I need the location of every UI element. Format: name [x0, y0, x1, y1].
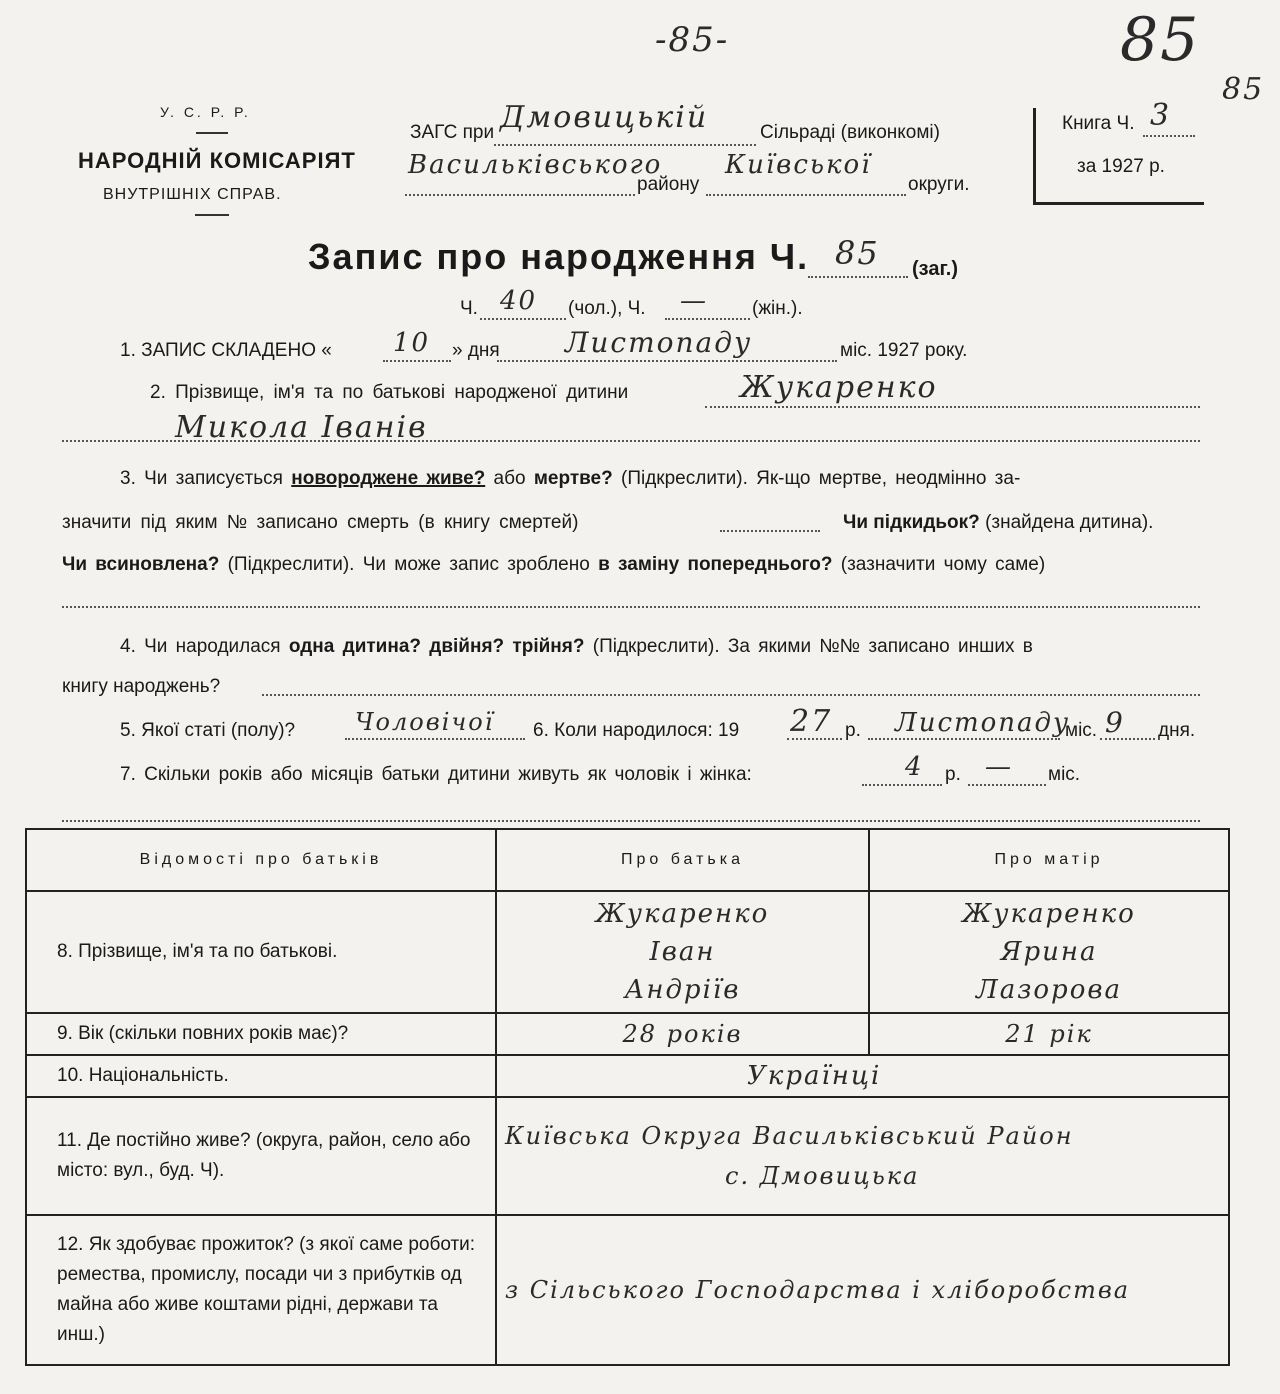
q3-foundling-wrap: [843, 512, 1153, 534]
district-value: Васильківського: [408, 150, 663, 180]
female-dotline: [665, 318, 750, 320]
row9-label: 9. Вік (скільки повних років має)?: [26, 1013, 496, 1055]
q2-text: 2. Прізвище, ім'я та по батькові народженої дитини: [150, 382, 629, 403]
q6-text: 6. Коли народилося: 19: [533, 720, 740, 741]
q3-line3-text: (Підкреслити). Чи може запис зроблено: [227, 554, 590, 575]
q2-names: Микола Іванів: [175, 410, 428, 445]
q6-month-suffix: міс.: [1065, 720, 1098, 741]
q6-year-suffix: р.: [845, 720, 861, 741]
q5-sex-dotline: [345, 738, 525, 740]
book-label: Книга Ч.: [1062, 113, 1135, 134]
q1-day-dotline: [383, 360, 451, 362]
q4-options: одна дитина? двійня? трійня?: [288, 636, 585, 657]
q7-years-suffix: р.: [945, 764, 961, 785]
q7-text: 7. Скільки років або місяців батьки дитини живуть як чоловік і жінка:: [120, 764, 752, 785]
mother-name-cell: [869, 891, 1229, 1013]
livelihood-value: з Сільського Господарства і хліборобства: [496, 1215, 1229, 1365]
parents-table: [25, 828, 1230, 1366]
village-value: Дмовицькій: [500, 100, 709, 135]
total-label: (заг.): [912, 258, 959, 280]
commissariat-title: НАРОДНІЙ КОМІСАРІЯТ: [78, 148, 356, 173]
header-mother: Про матір: [869, 829, 1229, 891]
q2-surname-dotline: [705, 406, 1200, 408]
q6-month-dotline: [868, 738, 1060, 740]
divider-bottom: [195, 214, 229, 216]
book-number: 3: [1150, 98, 1172, 133]
q5-sex-value: Чоловічої: [355, 708, 495, 736]
q3-reason-dotline: [62, 606, 1200, 608]
q6-day-value: 9: [1105, 706, 1125, 739]
q1-text: 1. ЗАПИС СКЛАДЕНО «: [120, 340, 332, 361]
mother-patronymic: Лазорова: [976, 975, 1122, 1005]
corner-page-number: 85: [1120, 5, 1201, 75]
row11-label: [26, 1097, 496, 1215]
q3-line2: значити під яким № записано смерть (в книгу смертей): [62, 512, 579, 533]
row-livelihood: [26, 1215, 1229, 1365]
q1-month: Листопаду: [565, 326, 753, 359]
male-number: 40: [500, 286, 538, 316]
record-number: 85: [835, 234, 880, 272]
q4-line1: [120, 636, 1033, 658]
q7-months-dotline: [968, 784, 1046, 786]
record-title: Запис про народження Ч.: [308, 236, 810, 277]
header-father: Про батька: [496, 829, 869, 891]
village-dotline: [494, 144, 756, 146]
q5-text: 5. Якої статі (полу)?: [120, 720, 296, 741]
row11-label-text: 11. Де постійно живе? (округа, район, село або місто: вул., буд. Ч).: [57, 1130, 471, 1181]
q7-months-value: —: [985, 752, 1013, 782]
q1-month-dotline: [497, 360, 837, 362]
father-surname: Жукаренко: [595, 899, 770, 929]
q6-year-value: 27: [790, 704, 833, 739]
residence-cell: [496, 1097, 1229, 1215]
header-info: Відомості про батьків: [26, 829, 496, 891]
republic-label: У. С. Р. Р.: [160, 104, 251, 120]
residence-line1: Київська Округа Васильківський Район: [505, 1122, 1074, 1150]
q6-year-dotline: [787, 738, 842, 740]
okrug-dotline: [706, 194, 906, 196]
corner-small-number: 85: [1222, 72, 1265, 107]
father-patronymic: Андріїв: [624, 975, 741, 1005]
male-label: (чол.), Ч.: [568, 298, 646, 319]
q3-line3-end: (зазначити чому саме): [840, 554, 1046, 575]
q3-death-dotline: [720, 530, 820, 532]
male-prefix: Ч.: [460, 298, 478, 319]
female-label: (жін.).: [752, 298, 803, 319]
district-dotline: [405, 194, 635, 196]
okrug-value: Київської: [725, 150, 872, 180]
row10-label: 10. Національність.: [26, 1055, 496, 1097]
q6-day-dotline: [1100, 738, 1155, 740]
district-suffix: району: [637, 174, 700, 195]
row8-label: 8. Прізвище, ім'я та по батькові.: [26, 891, 496, 1013]
q4-intro: 4. Чи народилася: [120, 636, 281, 657]
q7-months-suffix: міс.: [1048, 764, 1081, 785]
council-suffix: Сільраді (виконкомі): [760, 122, 940, 143]
q3-replace: в заміну попереднього?: [598, 554, 833, 575]
q3-foundling: Чи підкидьок?: [843, 512, 980, 533]
q1-suffix: міс. 1927 року.: [840, 340, 968, 361]
q3-line1: [120, 468, 1020, 490]
q3-line3: [62, 554, 1045, 576]
table-header-row: [26, 829, 1229, 891]
row12-label: [26, 1215, 496, 1365]
mother-given: Ярина: [1000, 937, 1098, 967]
divider-short: [196, 132, 228, 134]
q7-extra-dotline: [62, 820, 1200, 822]
q2-surname: Жукаренко: [740, 370, 938, 405]
row12-label-text: 12. Як здобуває прожиток? (з якої саме роботи: ремества, промислу, посади чи з прибутків од майна або живе коштами рідні, держави та инш.): [57, 1234, 476, 1345]
okrug-suffix: округи.: [908, 174, 970, 195]
mother-surname: Жукаренко: [962, 899, 1136, 929]
q3-intro: 3. Чи записується: [120, 468, 283, 489]
row-age: [26, 1013, 1229, 1055]
row-residence: [26, 1097, 1229, 1215]
q1-day: 10: [393, 328, 431, 358]
q4-rest: (Підкреслити). За якими №№ записано инших в: [592, 636, 1033, 657]
record-dotline: [808, 276, 908, 278]
q3-rest1: (Підкреслити). Як-що мертве, неодмінно за-: [621, 468, 1021, 489]
q6-day-suffix: дня.: [1158, 720, 1196, 741]
row-name: [26, 891, 1229, 1013]
zags-prefix: ЗАГС при: [410, 122, 495, 143]
nationality-value: Українці: [496, 1055, 1229, 1097]
top-page-number: -85-: [655, 20, 730, 60]
q2-names-dotline: [62, 440, 1200, 442]
male-dotline: [480, 318, 566, 320]
year-label: за 1927 р.: [1077, 156, 1165, 177]
q4-dotline: [262, 694, 1200, 696]
department-label: ВНУТРІШНІХ СПРАВ.: [103, 186, 282, 203]
q4-line2: книгу народжень?: [62, 676, 221, 697]
mother-age: 21 рік: [869, 1013, 1229, 1055]
row-nationality: [26, 1055, 1229, 1097]
q1-mid: » дня: [452, 340, 500, 361]
book-dotline: [1143, 135, 1195, 137]
q7-years-dotline: [862, 784, 942, 786]
q6-month-value: Листопаду: [895, 708, 1071, 738]
residence-line2: с. Дмовицька: [725, 1162, 920, 1190]
q3-or: або: [493, 468, 526, 489]
female-number: —: [680, 286, 708, 316]
father-name-cell: [496, 891, 869, 1013]
q3-adopted: Чи всиновлена?: [62, 554, 220, 575]
father-given: Іван: [649, 937, 716, 967]
q3-dead: мертве?: [533, 468, 613, 489]
q3-found-note: (знайдена дитина).: [985, 512, 1154, 533]
q7-years-value: 4: [905, 752, 924, 782]
q3-alive: новороджене живе?: [291, 468, 486, 489]
father-age: 28 років: [496, 1013, 869, 1055]
